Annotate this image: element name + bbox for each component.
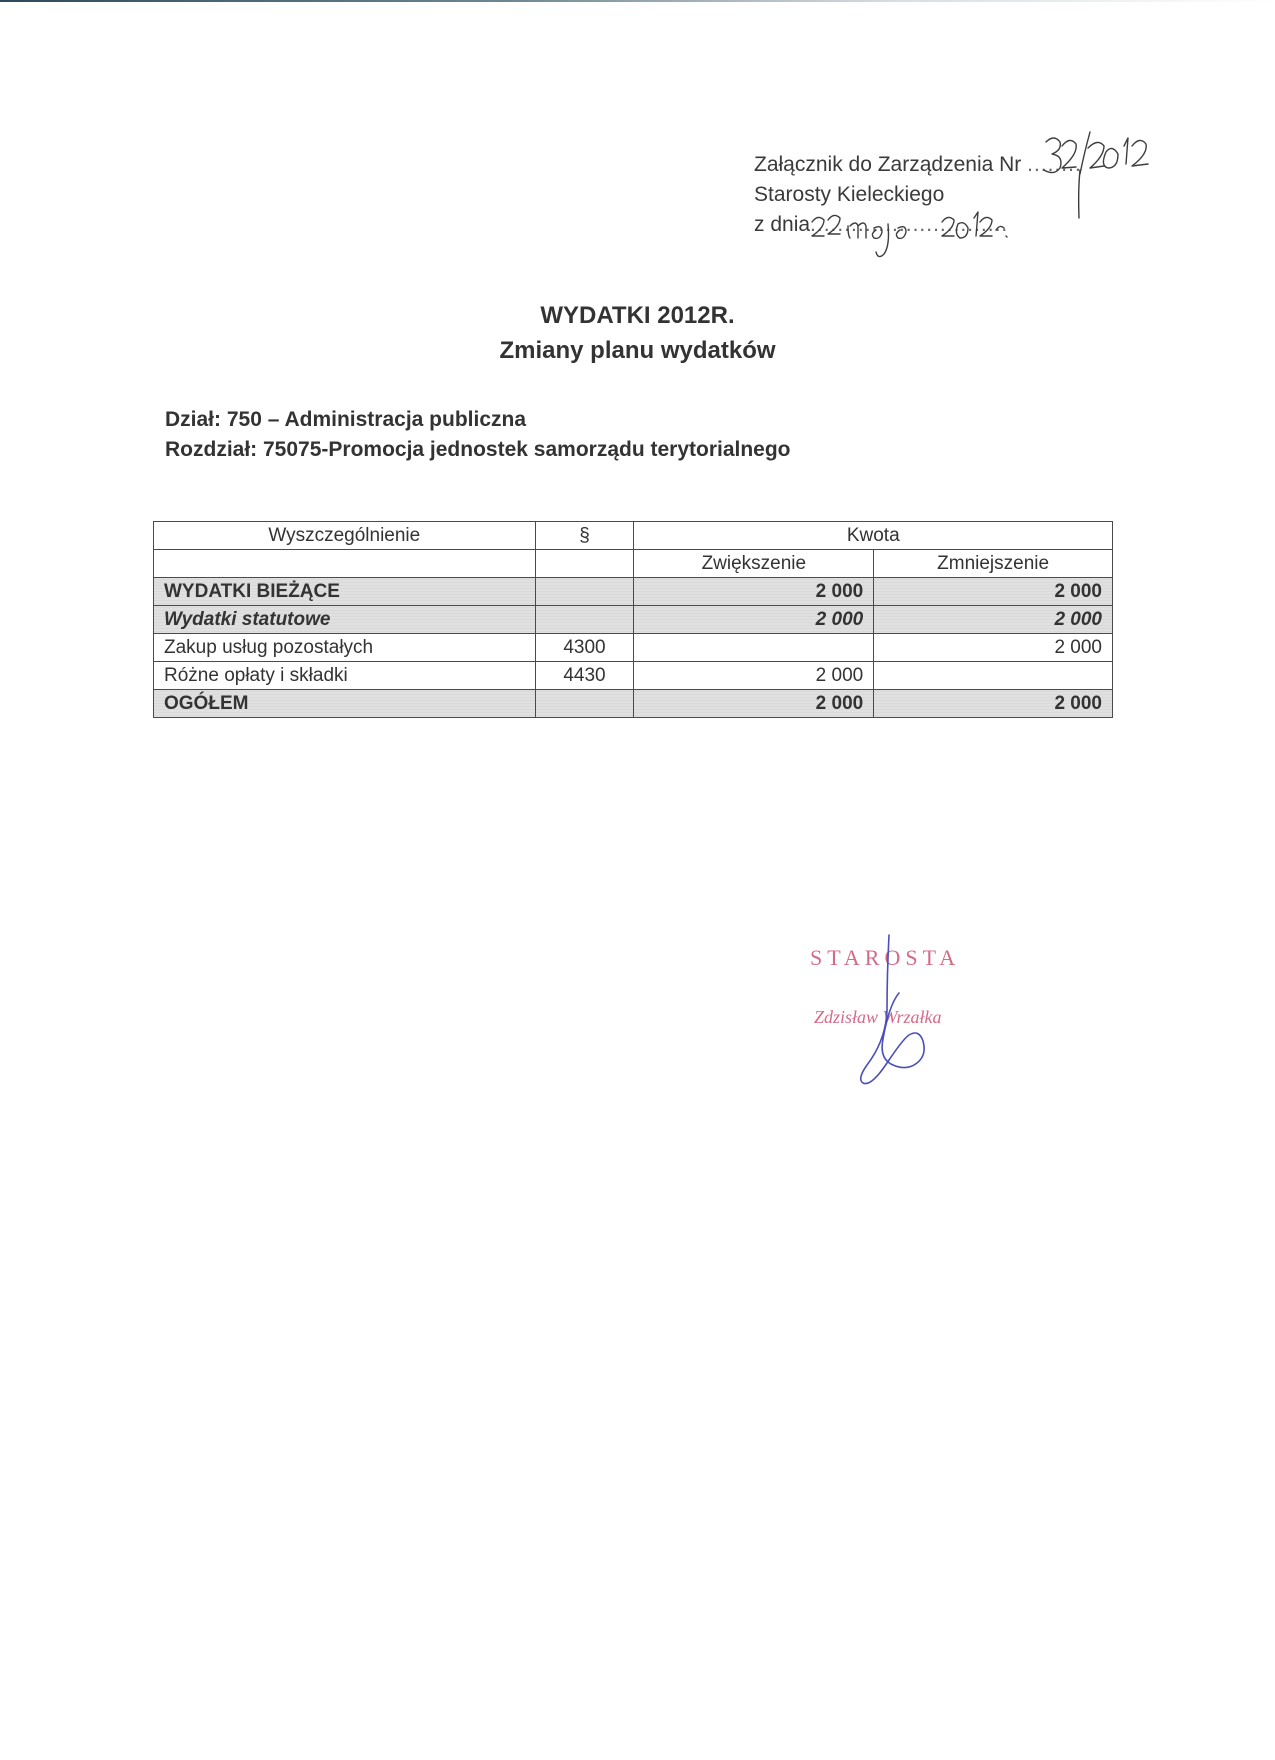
row-decrease [874,662,1113,690]
section-rozdzial: Rozdział: 75075-Promocja jednostek samorządu terytorialnego [165,438,791,461]
header-decrease: Zmniejszenie [874,550,1113,578]
row-increase: 2 000 [634,606,874,634]
expenditure-table [153,521,1113,718]
annex-date-label: z dnia [754,213,811,236]
row-increase [634,634,874,662]
row-name: Zakup usług pozostałych [154,634,536,662]
header-amount: Kwota [634,522,1113,550]
scan-edge [0,0,1275,2]
table-row [154,606,1113,634]
row-paragraph [535,578,634,606]
annex-header [754,150,1082,240]
table-subheader-row [154,550,1113,578]
row-increase: 2 000 [634,690,874,718]
row-increase: 2 000 [634,662,874,690]
annex-line-2: Starosty Kieleckiego [754,183,945,206]
row-name: Różne opłaty i składki [154,662,536,690]
stamp-title: STAROSTA [810,945,961,970]
table-total-row [154,690,1113,718]
annex-line-3 [754,210,1082,240]
row-paragraph [535,690,634,718]
header-name: Wyszczególnienie [154,522,536,550]
annex-line-1 [754,150,1082,180]
row-decrease: 2 000 [874,606,1113,634]
table-row [154,634,1113,662]
header-paragraph: § [535,522,634,550]
row-name: WYDATKI BIEŻĄCE [154,578,536,606]
row-name: OGÓŁEM [154,690,536,718]
annex-label: Załącznik do Zarządzenia Nr [754,153,1022,176]
row-decrease: 2 000 [874,634,1113,662]
document-title: WYDATKI 2012R. [540,302,735,329]
subheader-empty [154,550,536,578]
row-increase: 2 000 [634,578,874,606]
row-paragraph [535,606,634,634]
row-paragraph: 4430 [535,662,634,690]
row-name: Wydatki statutowe [154,606,536,634]
row-paragraph: 4300 [535,634,634,662]
annex-number-dots: ........ [1027,153,1082,176]
header-increase: Zwiększenie [634,550,874,578]
subheader-empty [535,550,634,578]
table-row [154,662,1113,690]
annex-date-dots: ............................. [810,213,1009,236]
table-row [154,578,1113,606]
table-header-row [154,522,1113,550]
row-decrease: 2 000 [874,578,1113,606]
document-subtitle: Zmiany planu wydatków [499,337,776,364]
row-decrease: 2 000 [874,690,1113,718]
stamp-name: Zdzisław Wrzałka [814,1007,942,1027]
section-dzial: Dział: 750 – Administracja publiczna [165,408,526,431]
